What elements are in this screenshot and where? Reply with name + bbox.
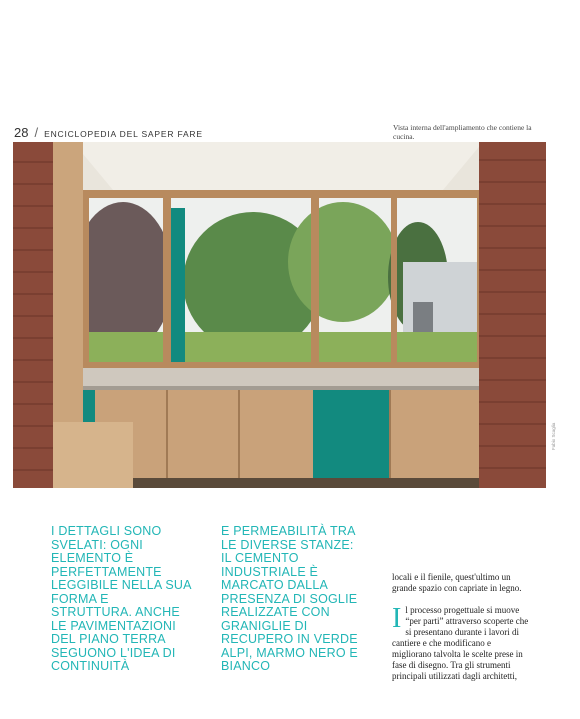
window-beam (83, 190, 483, 198)
window-mullion-2 (311, 198, 319, 368)
cabinet-seam-1 (166, 390, 168, 488)
page-header (14, 125, 203, 140)
header-separator: / (34, 125, 39, 140)
window-mullion-1 (163, 198, 171, 368)
teal-jamb (171, 208, 185, 368)
kitchen-photo (13, 142, 546, 488)
body-paragraph-2-text: l processo progettuale si muove “per parti” attraverso scoperte che si presentano durante i lavori di cantiere e che modificano e migliorano talvolta le scelte prese in fase di disegno. Tra gli strumenti principali utilizzati dagli architetti, (392, 605, 529, 681)
window-mullion-3 (391, 198, 397, 368)
window-frame-left (83, 198, 89, 368)
page-number: 28 (14, 125, 29, 140)
brick-pillar-left (13, 142, 53, 488)
photo-caption: Vista interna dell'ampliamento che contiene la cucina. (393, 123, 532, 141)
body-paragraph-1: locali e il fienile, quest'ultimo un grande spazio con capriate in legno. (392, 572, 522, 593)
brick-pillar-right (479, 142, 546, 488)
plywood-bench (53, 422, 133, 488)
cabinet-base (83, 478, 493, 488)
plywood-panel (53, 142, 83, 462)
window-sill (83, 362, 483, 368)
cabinet-seam-2 (238, 390, 240, 488)
kitchen-illustration (13, 142, 546, 488)
pull-quote-col1: I DETTAGLI SONO SVELATI: OGNI ELEMENTO È PERFETTAMENTE LEGGIBILE NELLA SUA FORMA E STRUTTURA. ANCHE LE PAVIMENTAZIONI DEL PIANO TERRA SEGUONO L'IDEA DI CONTINUITÀ (51, 524, 191, 673)
ceiling-light (73, 142, 483, 190)
drop-cap: I (392, 603, 402, 634)
tree-light (288, 202, 398, 322)
cabinet-seam-3 (389, 390, 391, 488)
countertop-edge (73, 386, 493, 390)
teal-cabinet-door (313, 390, 389, 478)
photo-credit: Fabio Scaglia (551, 422, 556, 450)
section-title: ENCICLOPEDIA DEL SAPER FARE (44, 129, 203, 139)
cabinets (83, 390, 493, 488)
pull-quote-col2: E PERMEABILITÀ TRA LE DIVERSE STANZE: IL CEMENTO INDUSTRIALE È MARCATO DALLA PRESENZA DI SOGLIE REALIZZATE CON GRANIGLIE DI RECUPERO IN VERDE ALPI, MARMO NERO E BIANCO (221, 524, 358, 673)
body-paragraph-2 (392, 605, 532, 682)
